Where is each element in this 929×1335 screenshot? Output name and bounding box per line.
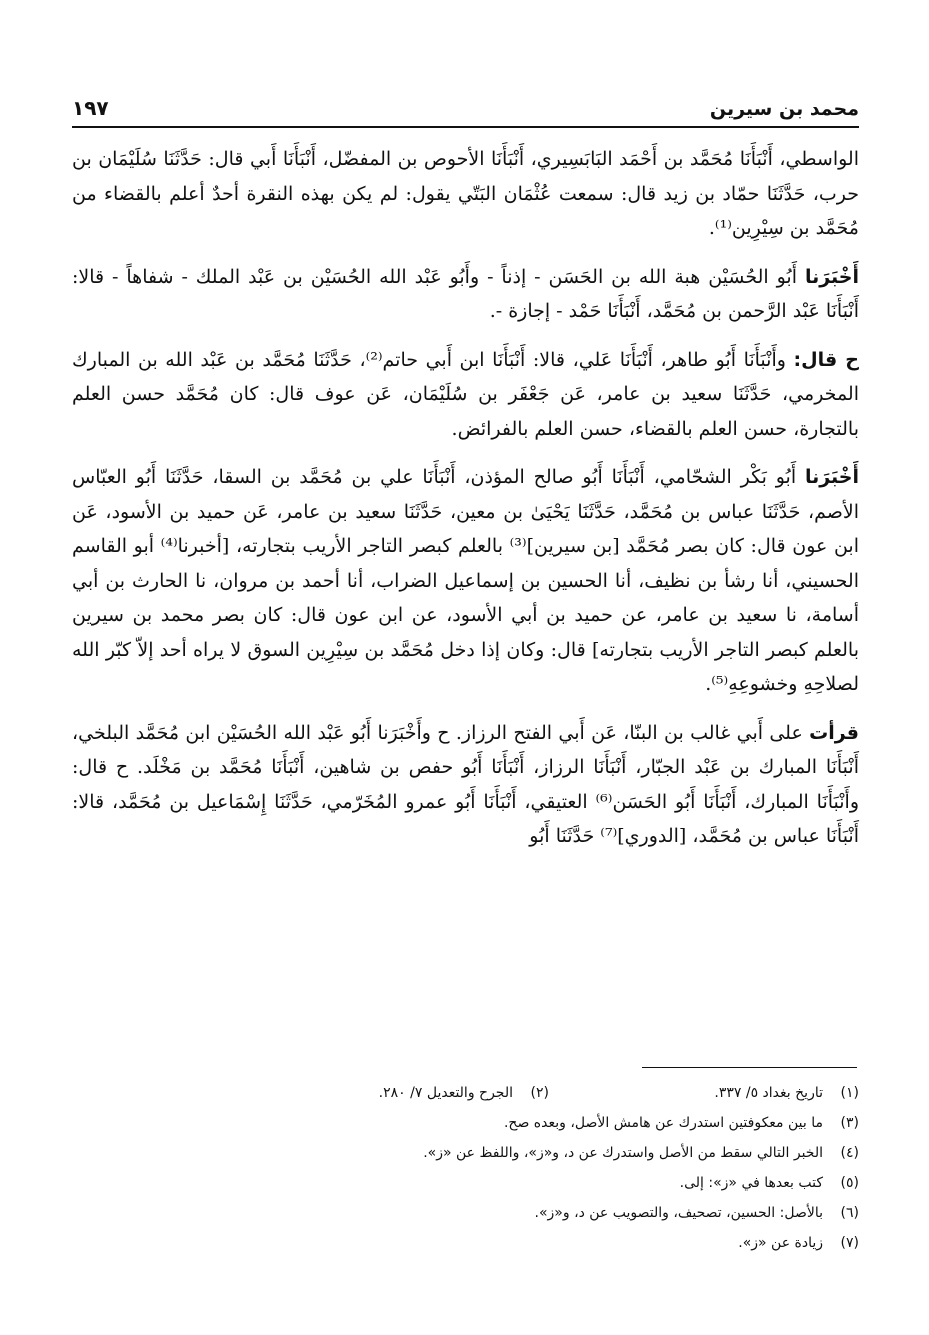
footnote-number: (١) [840, 1085, 859, 1101]
paragraph-text: أَبُو بَكْر الشحّامي، أَنْبَأَنَا أَبُو صالح المؤذن، أَنْبَأَنَا علي بن مُحَمَّد بن السقا، حَدَّثَنَا أَبُو العبّاس الأصم، حَدَّثَنَا عباس بن مُحَمَّد، حَدَّثَنَا يَحْيَىٰ بن معين، حَدَّثَنَا سعيد بن عامر، عَن حميد بن الأسود، عَن ابن عون قال: كان بصر مُحَمَّد [بن سيرين]⁽³⁾ بالعلم كبصر التاجر الأريب بتجارته، [أخبرنا⁽⁴⁾ أبو القاسم الحسيني، أنا رشأ بن نظيف، أنا الحسين بن إسماعيل الضراب، أنا أحمد بن مروان، نا الحارث بن أبي أسامة، نا سعيد بن عامر، عن حميد بن أبي الأسود، عن ابن عون قال: كان بصر محمد بن سيرين بالعلم كبصر التاجر الأريب بتجارته] قال: وكان إذا دخل مُحَمَّد بن سِيْرِين السوق لا يراه أحد إلاّ كبّر الله لصلاحِهِ وخشوعِهِ⁽⁵⁾. [72, 466, 859, 695]
footnote-number: (٦) [840, 1205, 859, 1221]
paragraph-text: على أَبي غالب بن البنّا، عَن أَبي الفتح الرزاز. ح وأَخْبَرَنا أَبُو عَبْد الله الحُسَيْن ابن مُحَمَّد البلخي، أَنْبَأَنَا المبارك بن عَبْد الجبّار، أَنْبَأَنَا الرزاز، أَنْبَأَنَا أَبُو حفص بن شاهين، أَنْبَأَنَا مُحَمَّد بن مَخْلَد. ح قال: وأَنْبَأَنَا المبارك، أَنْبَأَنَا أَبُو الحَسَن⁽⁶⁾ العتيقي، أَنْبَأَنَا أَبُو عمرو المُخَرّمي، حَدَّثَنَا إِسْمَاعيل بن مُحَمَّد، قالا: أَنْبَأَنَا عباس بن مُحَمَّد، [الدوري]⁽⁷⁾ حَدَّثَنَا أَبُو [72, 721, 859, 847]
footnote-row [72, 1078, 859, 1108]
paragraph-2 [72, 260, 859, 329]
paragraph-lead: ح قال: [793, 348, 860, 371]
footnote-item [72, 1228, 859, 1258]
footnote-text: الجرح والتعديل ٧/ ٢٨٠. [378, 1085, 513, 1101]
paragraph-lead: أَخْبَرَنا [804, 466, 859, 488]
footnote-item [72, 1198, 859, 1228]
paragraph-text: وأَنْبَأَنَا أَبُو طاهر، أَنْبَأَنَا عَلي، قالا: أَنْبَأَنَا ابن أَبي حاتم⁽²⁾، حَدَّثَنَا مُحَمَّد بن عَبْد الله بن المبارك المخرمي، حَدَّثَنَا سعيد بن عامر، عَن جَعْفَر بن سُلَيْمَان، عَن عوف قال: كان مُحَمَّد حسن العلم بالتجارة، حسن العلم بالقضاء، حسن العلم بالفرائض. [72, 348, 859, 440]
footnote-number: (٣) [840, 1115, 859, 1131]
footnote-text: زيادة عن «ز». [738, 1235, 823, 1251]
paragraph-5 [72, 716, 859, 854]
footnote-number: (٥) [840, 1175, 859, 1191]
footnote-item [549, 1078, 859, 1108]
footnote-text: تاريخ بغداد ٥/ ٣٣٧. [714, 1085, 823, 1101]
main-text [72, 142, 859, 868]
footnote-text: بالأصل: الحسين، تصحيف، والتصويب عن د، و«ز». [534, 1205, 823, 1221]
footnote-item [72, 1168, 859, 1198]
footnote-divider [642, 1067, 857, 1068]
footnote-number: (٤) [840, 1145, 859, 1161]
footnote-text: ما بين معكوفتين استدرك عن هامش الأصل، وبعده صح. [503, 1115, 823, 1131]
paragraph-4 [72, 460, 859, 702]
footnote-item [379, 1078, 549, 1108]
running-header [72, 80, 859, 128]
footnote-text: كتب بعدها في «ز»: إلى. [679, 1175, 823, 1191]
paragraph-3 [72, 343, 859, 447]
running-title: محمد بن سيرين [709, 98, 859, 120]
paragraph-lead: أَخْبَرَنا [804, 265, 859, 288]
paragraph-text: الواسطي، أَنْبَأَنَا مُحَمَّد بن أَحْمَد البَابَسِيري، أَنْبَأَنَا الأحوص بن المفضّل، أَنْبَأَنَا أَبي قال: حَدَّثَنَا سُلَيْمَان بن حرب، حَدَّثَنَا حمّاد بن زيد قال: سمعت عُثْمَان البَتّي يقول: لم يكن بهذه النقرة أحدٌ أعلم بالقضاء من مُحَمَّد بن سِيْرِين⁽¹⁾. [72, 148, 859, 239]
footnote-number: (٢) [530, 1085, 549, 1101]
footnote-text: الخبر التالي سقط من الأصل واستدرك عن د، و«ز»، واللفظ عن «ز». [423, 1145, 823, 1161]
paragraph-lead: قرأت [809, 721, 859, 744]
footnote-item [72, 1108, 859, 1138]
paragraph-text: أَبُو الحُسَيْن هبة الله بن الحَسَن - إذناً - وأَبُو عَبْد الله الحُسَيْن بن عَبْد الملك - شفاهاً - قالا: أَنْبَأَنَا عَبْد الرَّحمن بن مُحَمَّد، أَنْبَأَنَا حَمْد - إجازة -. [72, 265, 859, 322]
footnotes [72, 1078, 859, 1258]
footnote-item [72, 1138, 859, 1168]
footnote-number: (٧) [840, 1235, 859, 1251]
paragraph-1 [72, 142, 859, 246]
page-number: ١٩٧ [72, 96, 109, 120]
